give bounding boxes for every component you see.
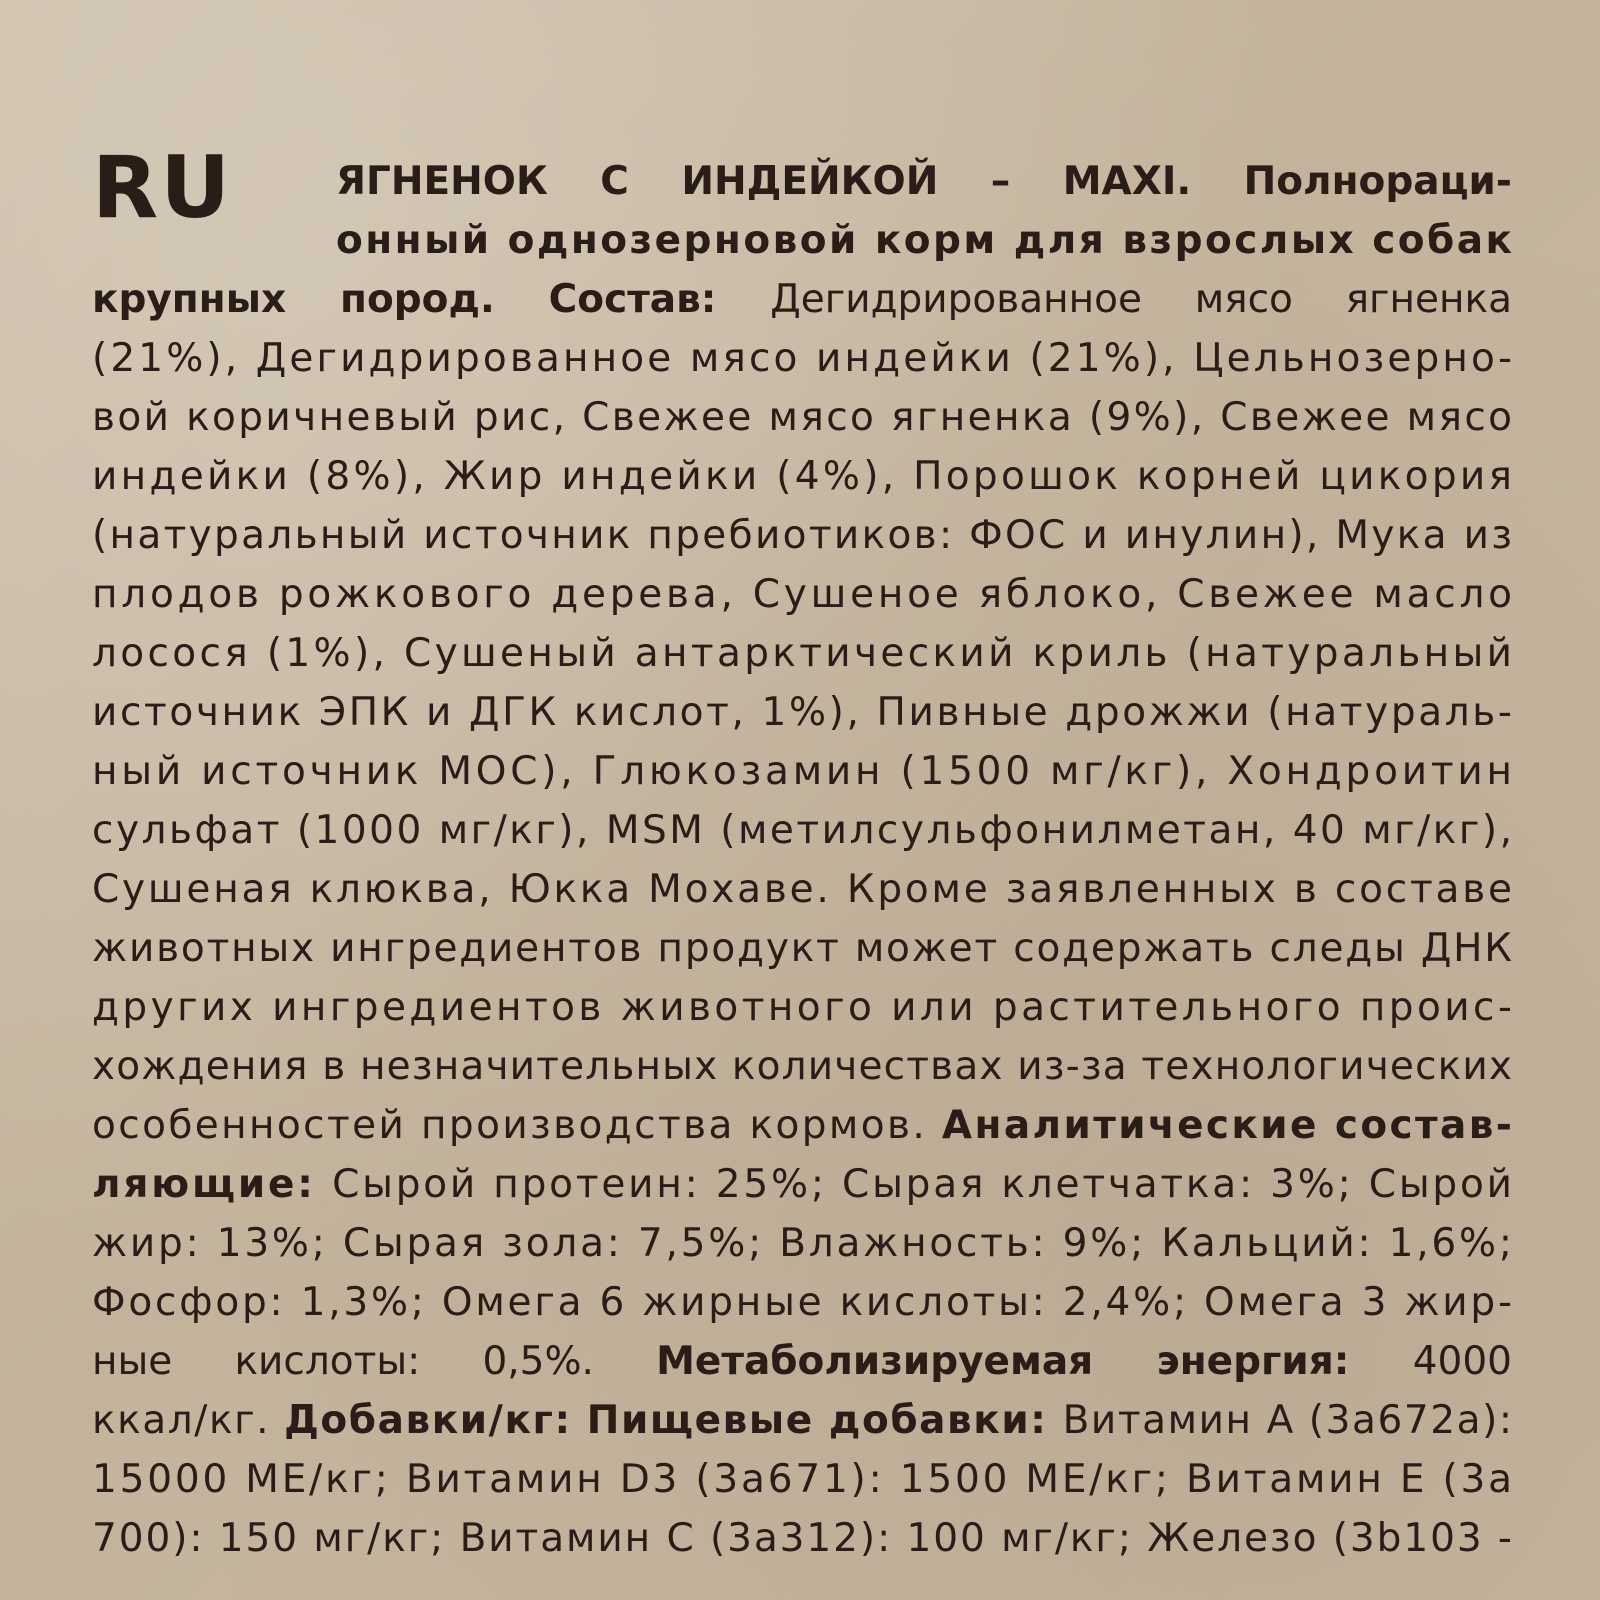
text-line — [92, 624, 1516, 683]
text-line — [92, 919, 1512, 978]
bold-text-segment: ляющие: — [92, 1162, 333, 1207]
bold-text-segment: крупных пород. Состав: — [92, 277, 771, 322]
text-segment: особенностей производства кормов. — [92, 1103, 942, 1148]
text-line — [92, 683, 1515, 742]
text-line — [92, 1450, 1515, 1509]
text-line — [92, 447, 1516, 506]
text-line — [92, 742, 1516, 801]
language-code: RU — [92, 138, 233, 238]
text-segment: (натуральный источник пребиотиков: ФОС и инулин), Мука из — [92, 513, 1515, 558]
bold-text-segment: онный однозерновой корм для взрослых собак — [336, 218, 1515, 263]
text-segment: ккал/кг. — [92, 1398, 285, 1443]
text-line — [92, 565, 1516, 624]
text-segment: животных ингредиентов продукт может содержать следы ДНК — [92, 926, 1514, 971]
text-segment: сульфат (1000 мг/кг), MSM (метилсульфонилметан, 40 мг/кг), — [92, 808, 1515, 853]
text-segment: Сырой протеин: 25%; Сырая клетчатка: 3%; Сырой — [332, 1162, 1515, 1207]
text-segment: (21%), Дегидрированное мясо индейки (21%), Цельнозерно- — [92, 336, 1516, 381]
text-segment: индейки (8%), Жир индейки (4%), Порошок корней цикория — [92, 454, 1516, 499]
text-line — [92, 860, 1515, 919]
text-line — [92, 1273, 1515, 1332]
text-line — [336, 211, 1515, 270]
text-segment: других ингредиентов животного или растительного проис- — [92, 985, 1516, 1030]
text-line — [92, 1391, 1512, 1450]
text-segment: вой коричневый рис, Свежее мясо ягненка (9%), Свежее мясо — [92, 395, 1515, 440]
text-line — [92, 506, 1515, 565]
bold-text-segment: Добавки/кг: Пищевые добавки: — [284, 1398, 1063, 1443]
text-segment: Сушеная клюква, Юкка Мохаве. Кроме заявленных в составе — [92, 867, 1515, 912]
text-line — [92, 1155, 1515, 1214]
text-segment: лосося (1%), Сушеный антарктический криль (натуральный — [92, 631, 1516, 676]
bold-text-segment: Метаболизируемая энергия: — [656, 1339, 1413, 1384]
text-line — [92, 329, 1516, 388]
text-segment: ные кислоты: 0,5%. — [92, 1339, 657, 1384]
text-segment: хождения в незначительных количествах из-за технологических — [92, 1044, 1514, 1089]
text-line — [92, 978, 1516, 1037]
composition-text-block — [92, 152, 1516, 1568]
bold-text-segment: Аналитические состав- — [941, 1103, 1515, 1148]
text-segment: ный источник МОС), Глюкозамин (1500 мг/кг), Хондроитин — [92, 749, 1516, 794]
text-segment: Дегидрированное мясо ягненка — [770, 277, 1512, 322]
text-segment: плодов рожкового дерева, Сушеное яблоко, Свежее масло — [92, 572, 1516, 617]
bold-text-segment: ЯГНЕНОК С ИНДЕЙКОЙ – MAXI. Полнораци- — [336, 159, 1512, 204]
text-line — [92, 1037, 1512, 1096]
text-line — [92, 801, 1515, 860]
text-segment: источник ЭПК и ДГК кислот, 1%), Пивные дрожжи (натураль- — [92, 690, 1515, 735]
text-segment: Витамин А (3а672а): — [1062, 1398, 1514, 1443]
text-line — [92, 388, 1515, 447]
text-line — [336, 152, 1512, 211]
text-line — [92, 1509, 1512, 1568]
text-segment: 4000 — [1412, 1339, 1512, 1384]
text-line — [92, 1096, 1515, 1155]
text-segment: 700): 150 мг/кг; Витамин С (3а312): 100 мг/кг; Железо (3b103 - — [92, 1516, 1514, 1561]
text-line — [92, 1332, 1512, 1391]
text-segment: жир: 13%; Сырая зола: 7,5%; Влажность: 9%; Кальций: 1,6%; — [92, 1221, 1515, 1266]
text-line — [92, 1214, 1515, 1273]
text-line — [92, 270, 1512, 329]
text-segment: Фосфор: 1,3%; Омега 6 жирные кислоты: 2,4%; Омега 3 жир- — [92, 1280, 1515, 1325]
text-segment: 15000 МЕ/кг; Витамин D3 (3а671): 1500 МЕ/кг; Витамин Е (3а — [92, 1457, 1515, 1502]
